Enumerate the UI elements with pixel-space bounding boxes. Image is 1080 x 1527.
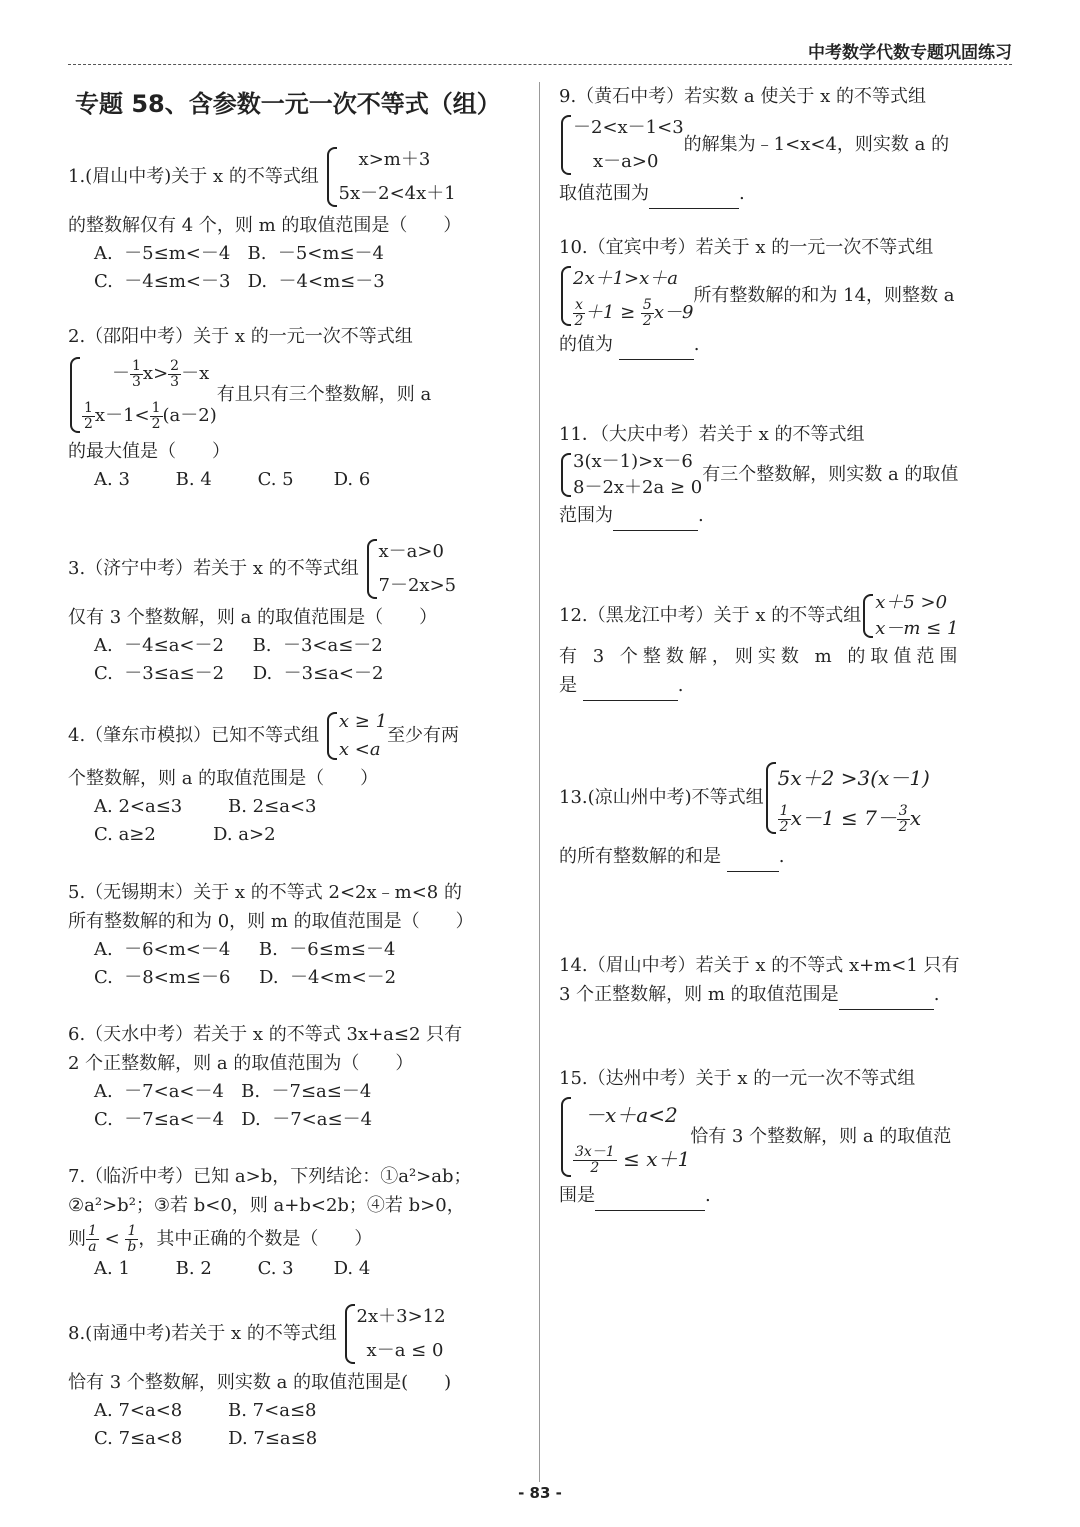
question-7: 7.（临沂中考）已知 a>b，下列结论：①a²>ab； ②a²>b²；③若 b<0，则 a+b<2b；④若 b>0， 则 $\frac{1}{a}$ < $\frac{1}{b}$ ，其中正确的个数是（ ） A. 1 B. 2 C. 3 D. 4 xyxy=(68,1162,528,1283)
answer-blank[interactable] xyxy=(583,671,678,701)
question-12: 12.（黑龙江中考）关于 x 的不等式组 x＋5 >0 x－m ≤ 1 有 3 个整数解，则实数 m 的取值范围 是 . xyxy=(559,590,1019,701)
question-3: 3.（济宁中考）若关于 x 的不等式组 x－a>0 7－2x>5 仅有 3 个整数解，则 a 的取值范围是（ ） A. －4≤a<－2 B. －3<a≤－2 C. －3≤a≤－2 D. －3≤a<－2 xyxy=(68,535,528,688)
answer-blank[interactable] xyxy=(595,1181,705,1211)
answer-blank[interactable] xyxy=(619,330,694,360)
options-row: A. 3 B. 4 C. 5 D. 6 xyxy=(94,469,371,490)
answer-blank[interactable] xyxy=(727,842,779,872)
inequality-system: － $\frac{1}{3}$ x> $\frac{2}{3}$ －x $\frac{1}{2}$ x－1< $\frac{1}{2}$ (a－2) xyxy=(68,353,217,437)
inequality-system: x＋5 >0 x－m ≤ 1 xyxy=(861,590,958,642)
options-row: C. a≥2 D. a>2 xyxy=(94,824,276,845)
question-14: 14.（眉山中考）若关于 x 的不等式 x+m<1 只有 3 个正整数解，则 m 的取值范围是 . xyxy=(559,951,1019,1010)
inequality-system: 2x＋3>12 x－a ≤ 0 xyxy=(343,1300,446,1368)
options-row: C. －4≤m<－3 D. －4<m≤－3 xyxy=(94,271,385,292)
answer-blank[interactable] xyxy=(839,980,934,1010)
options-row: C. －3≤a≤－2 D. －3≤a<－2 xyxy=(94,663,384,684)
page-number: - 83 - xyxy=(518,1484,562,1502)
question-6: 6.（天水中考）若关于 x 的不等式 3x+a≤2 只有 2 个正整数解，则 a 的取值范围为（ ） A. －7<a<－4 B. －7≤a≤－4 C. －7≤a<－4 D. －7<a≤－4 xyxy=(68,1020,528,1134)
inequality-system: 5x＋2 >3(x－1) $\frac{1}{2}$ x－1 ≤ 7－ $\frac{3}{2}$ x xyxy=(764,758,930,838)
question-9: 9.（黄石中考）若实数 a 使关于 x 的不等式组 －2<x－1<3 x－a>0 的解集为﹣1<x<4，则实数 a 的 取值范围为 . xyxy=(559,82,1019,209)
page-title: 专题 58、含参数一元一次不等式（组） xyxy=(75,90,501,118)
options-row: A. －6<m<－4 B. －6≤m≤－4 xyxy=(94,939,396,960)
question-5: 5.（无锡期末）关于 x 的不等式 2<2x﹣m<8 的 所有整数解的和为 0，则 m 的取值范围是（ ） A. －6<m<－4 B. －6≤m≤－4 C. －8<m≤－6 D. －4<m<－2 xyxy=(68,878,528,992)
column-divider xyxy=(539,82,540,1482)
options-row: A. －4≤a<－2 B. －3<a≤－2 xyxy=(94,635,383,656)
options-row: A. 1 B. 2 C. 3 D. 4 xyxy=(94,1258,371,1279)
question-10: 10.（宜宾中考）若关于 x 的一元一次不等式组 2x＋1>x＋a $\frac{x}{2}$ ＋1 ≥ $\frac{5}{2}$ x－9 所有整数解的和为 14，则整数 a 的值为 . xyxy=(559,233,1019,360)
inequality-system: x ≥ 1 x <a xyxy=(325,708,387,764)
question-4: 4.（肇东市模拟）已知不等式组 x ≥ 1 x <a 至少有两 个整数解，则 a 的取值范围是（ ） A. 2<a≤3 B. 2≤a<3 C. a≥2 D. a>2 xyxy=(68,708,528,849)
answer-blank[interactable] xyxy=(649,179,739,209)
options-row: A. －5≤m<－4 B. －5<m≤－4 xyxy=(94,243,384,264)
inequality-system: x－a>0 7－2x>5 xyxy=(365,535,457,603)
answer-blank[interactable] xyxy=(613,501,698,531)
inequality-system: 2x＋1>x＋a $\frac{x}{2}$ ＋1 ≥ $\frac{5}{2}$ x－9 xyxy=(559,262,693,330)
inequality-system: －2<x－1<3 x－a>0 xyxy=(559,111,684,179)
question-13: 13.(凉山州中考)不等式组 5x＋2 >3(x－1) $\frac{1}{2}$ x－1 ≤ 7－ $\frac{3}{2}$ x 的所有整数解的和是 . xyxy=(559,758,1019,872)
inequality-system: －x＋a<2 $\frac{3x-1}{2}$ ≤ x＋1 xyxy=(559,1093,690,1181)
options-row: C. 7≤a<8 D. 7≤a≤8 xyxy=(94,1428,318,1449)
header-divider xyxy=(68,64,1012,65)
options-row: C. －8<m≤－6 D. －4<m<－2 xyxy=(94,967,397,988)
inequality-system: 3(x－1)>x－6 8－2x＋2a ≥ 0 xyxy=(559,449,702,501)
options-row: C. －7≤a<－4 D. －7<a≤－4 xyxy=(94,1109,373,1130)
question-11: 11．（大庆中考）若关于 x 的不等式组 3(x－1)>x－6 8－2x＋2a ≥ 0 有三个整数解，则实数 a 的取值 范围为 . xyxy=(559,420,1019,531)
running-header: 中考数学代数专题巩固练习 xyxy=(808,43,1012,63)
question-8: 8.(南通中考)若关于 x 的不等式组 2x＋3>12 x－a ≤ 0 恰有 3 个整数解，则实数 a 的取值范围是( ) A. 7<a<8 B. 7<a≤8 C. 7≤a<8 D. 7≤a≤8 xyxy=(68,1300,528,1453)
options-row: A. 7<a<8 B. 7<a≤8 xyxy=(94,1400,317,1421)
question-15: 15.（达州中考）关于 x 的一元一次不等式组 －x＋a<2 $\frac{3x-1}{2}$ ≤ x＋1 恰有 3 个整数解，则 a 的取值范 围是 . xyxy=(559,1064,1019,1211)
question-1: 1.(眉山中考)关于 x 的不等式组 x>m＋3 5x－2<4x＋1 的整数解仅有 4 个，则 m 的取值范围是（ ） A. －5≤m<－4 B. －5<m≤－4 C. －4≤m<－3 D. －4<m≤－3 xyxy=(68,143,528,296)
options-row: A. 2<a≤3 B. 2≤a<3 xyxy=(94,796,317,817)
inequality-system: x>m＋3 5x－2<4x＋1 xyxy=(325,143,456,211)
question-2: 2.（邵阳中考）关于 x 的一元一次不等式组 － $\frac{1}{3}$ x> $\frac{2}{3}$ －x $\frac{1}{2}$ x－1< $\frac{1}{2}$ (a－2) 有且只有三个整数解，则 a 的最大值是（ ） A. 3 B. 4 C. 5 D. 6 xyxy=(68,322,528,494)
options-row: A. －7<a<－4 B. －7≤a≤－4 xyxy=(94,1081,372,1102)
